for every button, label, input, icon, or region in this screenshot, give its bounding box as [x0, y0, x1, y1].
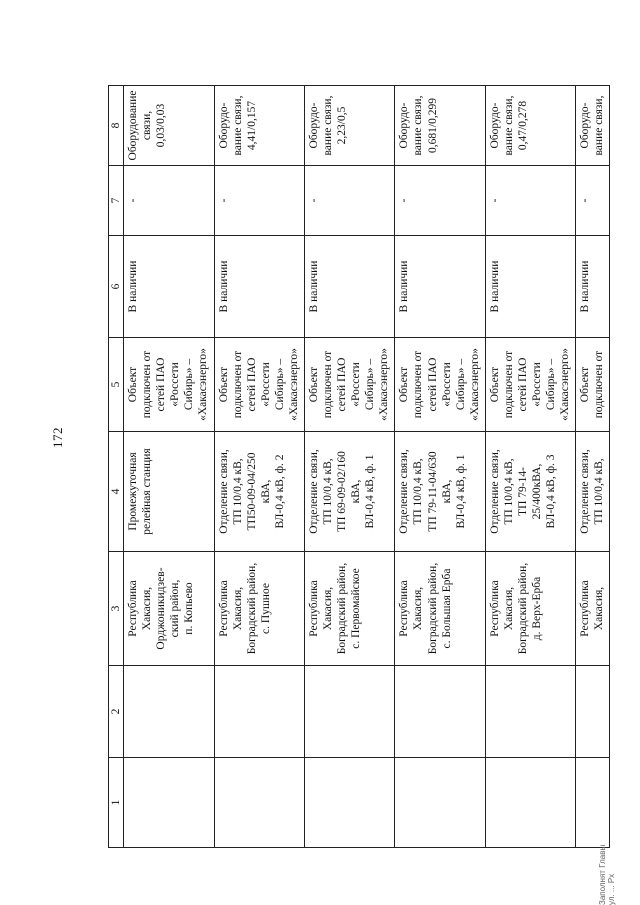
- table-cell-availability: В наличии: [214, 236, 304, 338]
- footer-note: [598, 845, 616, 905]
- table-cell: [124, 666, 214, 758]
- table-row: [214, 86, 304, 848]
- column-header: 8: [109, 86, 124, 166]
- table-cell-equipment: Оборудо- вание связи, 0,47/0,278: [485, 86, 575, 166]
- table-cell: [576, 666, 610, 758]
- table-cell-object: Отделение связи, ТП 10/0,4 кВ, ТП50-09-04/250 кВА, ВЛ-0,4 кВ, ф. 2: [214, 432, 304, 552]
- table-cell: [214, 666, 304, 758]
- table-cell: [304, 666, 394, 758]
- table-cell-equipment: Оборудо- вание связи, 4,41/0,157: [214, 86, 304, 166]
- table-row: [576, 86, 610, 848]
- table-cell-object: Промежуточная релейная станция: [124, 432, 214, 552]
- table-cell-dash: -: [304, 166, 394, 236]
- table-cell-location: Республика Хакасия, Орджоникидзев- ский район, п. Копьево: [124, 552, 214, 666]
- table-cell: [304, 758, 394, 848]
- table-cell: [124, 758, 214, 848]
- table-row: [485, 86, 575, 848]
- column-header: 5: [109, 338, 124, 432]
- table-cell-dash: -: [485, 166, 575, 236]
- table-cell-location: Республика Хакасия, Боградский район, с. Первомайское: [304, 552, 394, 666]
- page-number: 172: [50, 427, 65, 448]
- table-cell-equipment: Оборудование связи, 0,03/0,03: [124, 86, 214, 166]
- table-cell-availability: В наличии: [395, 236, 485, 338]
- table-cell: [485, 758, 575, 848]
- table-cell-dash: -: [214, 166, 304, 236]
- table-cell-connection: Объект подключен от сетей ПАО «Россети Сибирь» – «Хакасэнерго»: [124, 338, 214, 432]
- table-cell-location: Республика Хакасия, Боградский район, д. Верх-Ерба: [485, 552, 575, 666]
- table-cell: [214, 758, 304, 848]
- footer-line: Заполнят Главы: [598, 844, 607, 905]
- table-cell-object: Отделение связи, ТП 10/0,4 кВ, ТП 69-09-02/160 кВА, ВЛ-0,4 кВ, ф. 1: [304, 432, 394, 552]
- power-supply-table: [108, 85, 610, 848]
- table-cell: [576, 758, 610, 848]
- table-cell-connection: Объект подключен от сетей ПАО «Россети Сибирь» – «Хакасэнерго»: [214, 338, 304, 432]
- rotated-table-container: [108, 86, 610, 848]
- table-cell-availability: В наличии: [124, 236, 214, 338]
- table-cell-location: Республика Хакасия, Боградский район, с. Пушное: [214, 552, 304, 666]
- table-cell-availability: В наличии: [485, 236, 575, 338]
- table-cell: [395, 758, 485, 848]
- table-cell-connection: Объект подключен от сетей ПАО «Россети Сибирь» – «Хакасэнерго»: [395, 338, 485, 432]
- table-cell-equipment: Оборудо- вание связи, 0,681/0,299: [395, 86, 485, 166]
- column-header: 3: [109, 552, 124, 666]
- table-row: [124, 86, 214, 848]
- table-cell-connection: Объект подключен от сетей ПАО «Россети Сибирь» – «Хакасэнерго»: [485, 338, 575, 432]
- table-row: [304, 86, 394, 848]
- table-cell-dash: -: [124, 166, 214, 236]
- column-header: 6: [109, 236, 124, 338]
- table-cell-equipment: Оборудо- вание связи, 2,23/0,5: [304, 86, 394, 166]
- table-header-row: [109, 86, 124, 848]
- column-header: 7: [109, 166, 124, 236]
- table-cell-location: Республика Хакасия, Боградский район, с. Большая Ерба: [395, 552, 485, 666]
- column-header: 2: [109, 666, 124, 758]
- table-cell-location: Республика Хакасия,: [576, 552, 610, 666]
- table-cell-availability: В наличии: [304, 236, 394, 338]
- column-header: 1: [109, 758, 124, 848]
- table-cell-dash: -: [576, 166, 610, 236]
- table-cell-equipment: Оборудо- вание связи,: [576, 86, 610, 166]
- table-cell: [395, 666, 485, 758]
- footer-line: ул. ... Рх: [607, 873, 616, 905]
- table-cell: [485, 666, 575, 758]
- table-cell-connection: Объект подключен от: [576, 338, 610, 432]
- table-cell-object: Отделение связи, ТП 10/0,4 кВ, ТП 79-14- 25/400кВА, ВЛ-0,4 кВ, ф. 3: [485, 432, 575, 552]
- table-row: [395, 86, 485, 848]
- table-cell-object: Отделение связи, ТП 10/0,4 кВ, ТП 79-11-04/630 кВА, ВЛ-0,4 кВ, ф. 1: [395, 432, 485, 552]
- column-header: 4: [109, 432, 124, 552]
- table-cell-dash: -: [395, 166, 485, 236]
- table-cell-object: Отделение связи, ТП 10/0,4 кВ,: [576, 432, 610, 552]
- table-cell-availability: В наличии: [576, 236, 610, 338]
- table-cell-connection: Объект подключен от сетей ПАО «Россети Сибирь» – «Хакасэнерго»: [304, 338, 394, 432]
